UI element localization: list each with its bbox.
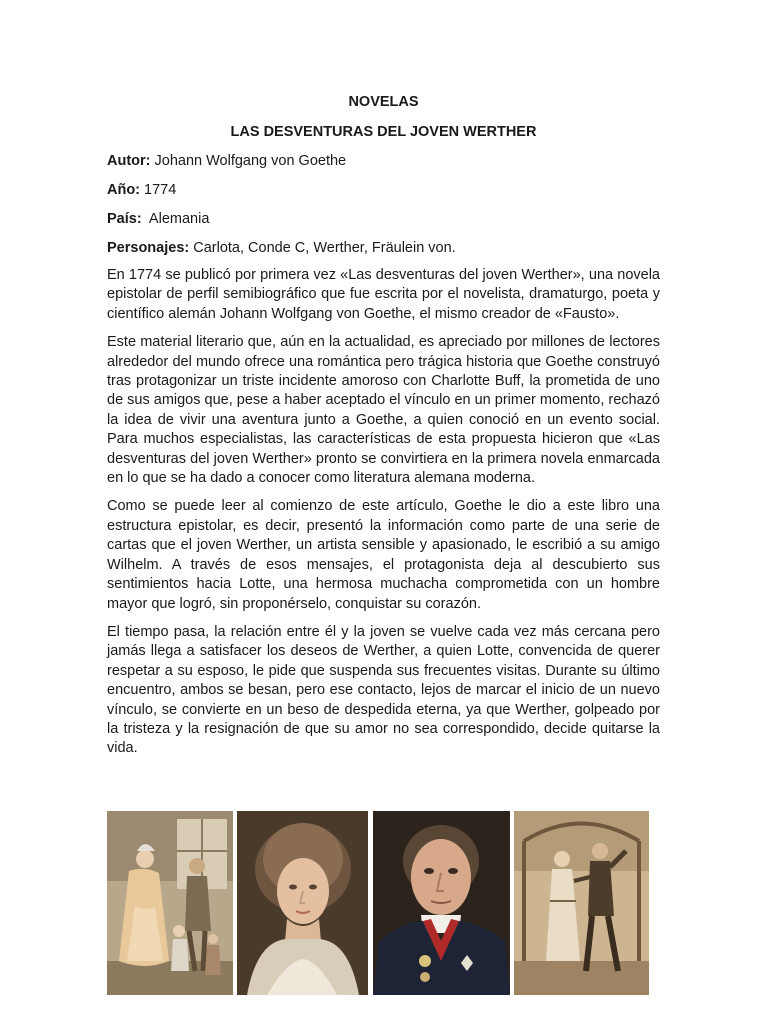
author-value: Johann Wolfgang von Goethe (150, 153, 347, 169)
year-field (107, 180, 660, 200)
novel-title: LAS DESVENTURAS DEL JOVEN WERTHER (230, 124, 537, 140)
portrait-goethe (373, 811, 510, 995)
year-value: 1774 (140, 182, 177, 198)
country-field (107, 209, 660, 229)
characters-value: Carlota, Conde C, Werther, Fräulein von. (189, 240, 456, 256)
document-page (107, 90, 660, 759)
country-value: Alemania (141, 211, 210, 227)
author-label: Autor: (107, 153, 151, 169)
portrait-charlotte-buff (237, 811, 368, 995)
illustration-strip (107, 811, 649, 995)
paragraph: Este material literario que, aún en la actualidad, es apreciado por millones de lectores alrededor del mundo ofrece una romántica pero trágica historia que Goethe construyó tras protagonizar un triste incidente amoroso con Charlotte Buff, la prometida de uno de sus amigos que, pese a haber aceptado el vínculo en un primer momento, rechazó la idea de vivir una aventura junto a Goethe, a quien conoció en un evento social. Para muchos especialistas, las características de esta propuesta hicieron que «Las desventuras del joven Werther» pronto se convirtiera en la primera novela enmarcada en lo que se ha dado a conocer como literatura alemana moderna. (107, 334, 660, 487)
characters-field (107, 238, 660, 258)
paragraph: En 1774 se publicó por primera vez «Las desventuras del joven Werther», una novela epistolar de perfil semibiográfico que fue escrita por el novelista, dramaturgo, poeta y científico alemán Johann Wolfgang von Goethe, el mismo creador de «Fausto». (107, 267, 660, 322)
author-field (107, 151, 660, 171)
section-heading: NOVELAS (348, 94, 419, 110)
paragraph: Como se puede leer al comienzo de este artículo, Goethe le dio a este libro una estructura epistolar, es decir, presentó la información como parte de una serie de cartas que el joven Werther, un artista sensible y apasionado, le escribió a su amigo Wilhelm. A través de esos mensajes, el protagonista deja al descubierto sus sentimientos hacia Lotte, una hermosa muchacha comprometida con un hombre mayor que logró, sin proponérselo, conquistar su corazón. (107, 498, 660, 612)
engraving-lotte-children-illustration (107, 811, 233, 995)
year-label: Año: (107, 182, 141, 198)
paragraph: El tiempo pasa, la relación entre él y la joven se vuelve cada vez más cercana pero jamás llega a satisfacer los deseos de Werther, a quien Lotte, convencida de querer respetar a su esposo, le pide que suspenda sus frecuentes visitas. Durante su último encuentro, ambos se besan, pero ese contacto, lejos de marcar el inicio de un nuevo vínculo, se convierte en un beso de despedida eterna, ya que Werther, golpeado por la tristeza y la resignación de que su amor no sea correspondido, decide quitarse la vida. (107, 623, 660, 757)
engraving-werther-lotte-illustration (514, 811, 649, 995)
characters-label: Personajes: (107, 240, 190, 256)
country-label: País: (107, 211, 142, 227)
